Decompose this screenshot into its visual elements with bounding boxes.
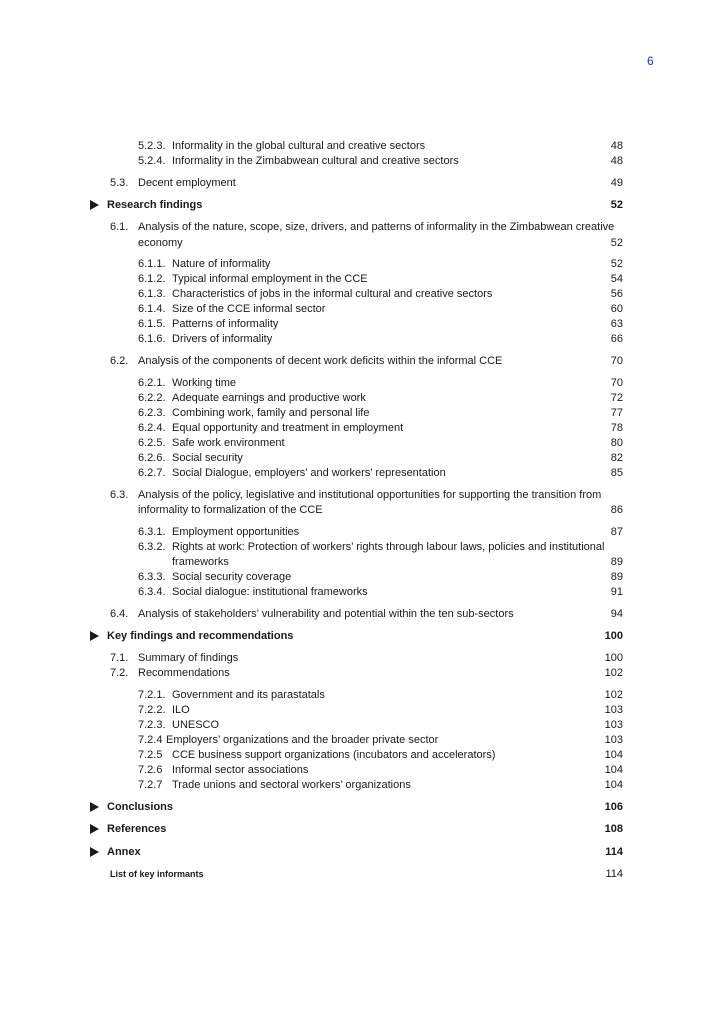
toc-entry-number: 6.2.5. [138, 437, 166, 449]
toc-entry-page: 77 [610, 407, 623, 419]
toc-entry-title: Social dialogue: institutional frameworks [172, 586, 368, 598]
toc-entry-page: 52 [610, 258, 623, 270]
toc-entry-page: 82 [610, 452, 623, 464]
toc-chapter-page: 108 [604, 823, 623, 835]
toc-entry[interactable] [110, 488, 643, 518]
toc-entry-number: 6.2.4. [138, 422, 166, 434]
toc-entry-number: 7.2.1. [138, 689, 166, 701]
toc-entry-title: Employers’ organizations and the broader private sector [166, 734, 439, 746]
toc-entry-number: 6.1.1. [138, 258, 166, 270]
toc-entry-page: 104 [604, 749, 623, 761]
toc-entry-number: 6.1.5. [138, 318, 166, 330]
toc-entry[interactable] [110, 220, 643, 250]
toc-entry-page: 103 [604, 704, 623, 716]
page-number: 6 [647, 54, 654, 68]
toc-entry-number: 6.3.2. [138, 541, 166, 553]
toc-entry-number: 6.3.4. [138, 586, 166, 598]
toc-entry-page: 70 [610, 377, 623, 389]
toc-entry-page: 60 [610, 303, 623, 315]
toc-entry-page: 89 [610, 571, 623, 583]
toc-chapter-title: Research findings [107, 199, 203, 211]
triangle-bullet-icon [90, 847, 99, 857]
toc-entry-title-continued: economy [138, 237, 183, 249]
toc-entry-title: Government and its parastatals [172, 689, 325, 701]
toc-entry-title: Analysis of stakeholders’ vulnerability and potential within the ten sub-sectors [138, 608, 514, 620]
toc-entry-page: 52 [610, 237, 623, 249]
toc-entry-title: Analysis of the components of decent work deficits within the informal CCE [138, 355, 503, 367]
toc-entry-number: 5.2.4. [138, 155, 166, 167]
toc-entry-title: Patterns of informality [172, 318, 279, 330]
toc-entry-number: 6.3. [110, 489, 129, 501]
toc-entry-number: 5.2.3. [138, 140, 166, 152]
toc-entry-title: ILO [172, 704, 190, 716]
toc-chapter-title: References [107, 823, 167, 835]
triangle-bullet-icon [90, 631, 99, 641]
toc-chapter-title: Annex [107, 846, 141, 858]
toc-entry-page: 91 [610, 586, 623, 598]
toc-entry-number: 6.2.3. [138, 407, 166, 419]
toc-entry-number: 6.2.7. [138, 467, 166, 479]
toc-entry-page: 104 [604, 779, 623, 791]
toc-entry-number: 6.1.3. [138, 288, 166, 300]
toc-entry-number: 6.2.6. [138, 452, 166, 464]
toc-entry-page: 100 [604, 652, 623, 664]
toc-entry-page: 87 [610, 526, 623, 538]
triangle-bullet-icon [90, 200, 99, 210]
toc-entry-number: 7.2. [110, 667, 129, 679]
toc-entry-number: 7.1. [110, 652, 129, 664]
toc-entry-title: Safe work environment [172, 437, 285, 449]
toc-entry-title: CCE business support organizations (incubators and accelerators) [172, 749, 496, 761]
toc-entry-title-continued: frameworks [172, 556, 229, 568]
toc-entry-title: Employment opportunities [172, 526, 300, 538]
toc-entry-number: 6.3.3. [138, 571, 166, 583]
toc-entry-title: List of key informants [110, 869, 204, 879]
toc-entry-title: Drivers of informality [172, 333, 273, 345]
toc-entry-page: 114 [605, 868, 623, 880]
toc-entry-number: 6.1.6. [138, 333, 166, 345]
toc-entry-page: 49 [610, 177, 623, 189]
toc-entry-title: Social Dialogue, employers’ and workers’ representation [172, 467, 446, 479]
toc-entry-page: 48 [610, 140, 623, 152]
toc-entry-number: 6.2. [110, 355, 129, 367]
toc-chapter-page: 114 [605, 846, 623, 858]
toc-entry-number: 7.2.3. [138, 719, 166, 731]
toc-entry[interactable] [138, 540, 656, 570]
toc-entry-page: 94 [610, 608, 623, 620]
toc-entry-title: Social security [172, 452, 243, 464]
triangle-bullet-icon [90, 802, 99, 812]
toc-entry-title-continued: informality to formalization of the CCE [138, 504, 323, 516]
toc-entry-page: 78 [610, 422, 623, 434]
toc-entry-number: 6.1.2. [138, 273, 166, 285]
toc-entry-title: Trade unions and sectoral workers’ organizations [172, 779, 411, 791]
toc-entry-title: Characteristics of jobs in the informal cultural and creative sectors [172, 288, 493, 300]
toc-entry-title: Size of the CCE informal sector [172, 303, 326, 315]
toc-entry-page: 103 [604, 734, 623, 746]
toc-entry-title: Analysis of the nature, scope, size, drivers, and patterns of informality in the Zimbabwean creative [138, 221, 615, 233]
toc-entry-title: Decent employment [138, 177, 236, 189]
toc-entry-title: Working time [172, 377, 236, 389]
toc-entry-title: Nature of informality [172, 258, 271, 270]
toc-chapter-title: Conclusions [107, 801, 174, 813]
toc-entry-page: 70 [610, 355, 623, 367]
toc-entry-page: 56 [610, 288, 623, 300]
toc-entry-number: 7.2.4 [138, 734, 163, 746]
toc-entry-page: 85 [610, 467, 623, 479]
toc-entry-title: Informal sector associations [172, 764, 309, 776]
toc-entry-page: 102 [604, 689, 623, 701]
toc-entry-title: Equal opportunity and treatment in employment [172, 422, 404, 434]
toc-entry-page: 89 [610, 556, 623, 568]
toc-chapter-page: 106 [604, 801, 623, 813]
toc-chapter-title: Key findings and recommendations [107, 630, 294, 642]
toc-entry-number: 5.3. [110, 177, 129, 189]
toc-entry-page: 103 [604, 719, 623, 731]
toc-entry-number: 6.4. [110, 608, 129, 620]
toc-entry-title: Analysis of the policy, legislative and institutional opportunities for supporting the transition from [138, 489, 602, 501]
toc-entry-title: Recommendations [138, 667, 230, 679]
toc-entry-title: Informality in the Zimbabwean cultural and creative sectors [172, 155, 459, 167]
toc-chapter-page: 52 [610, 199, 623, 211]
toc-entry-page: 72 [610, 392, 623, 404]
toc-entry-number: 7.2.7 [138, 779, 163, 791]
toc-entry-page: 66 [610, 333, 623, 345]
toc-entry-number: 6.1.4. [138, 303, 166, 315]
toc-entry-page: 63 [610, 318, 623, 330]
toc-entry-title: UNESCO [172, 719, 220, 731]
toc-entry-title: Summary of findings [138, 652, 239, 664]
toc-entry-number: 6.2.2. [138, 392, 166, 404]
toc-entry-page: 54 [610, 273, 623, 285]
toc-entry-title: Combining work, family and personal life [172, 407, 370, 419]
toc-chapter-page: 100 [604, 630, 623, 642]
toc-entry-page: 104 [604, 764, 623, 776]
toc-entry-title: Typical informal employment in the CCE [172, 273, 368, 285]
toc-entry-page: 86 [610, 504, 623, 516]
toc-entry-number: 6.1. [110, 221, 129, 233]
toc-entry-number: 6.3.1. [138, 526, 166, 538]
toc-entry-title: Social security coverage [172, 571, 292, 583]
toc-entry-number: 7.2.2. [138, 704, 166, 716]
toc-entry-number: 7.2.6 [138, 764, 163, 776]
toc-entry-number: 6.2.1. [138, 377, 166, 389]
toc-entry-title: Adequate earnings and productive work [172, 392, 366, 404]
triangle-bullet-icon [90, 824, 99, 834]
toc-entry-page: 48 [610, 155, 623, 167]
toc-entry-page: 102 [604, 667, 623, 679]
toc-entry-page: 80 [610, 437, 623, 449]
toc-entry-title: Rights at work: Protection of workers’ rights through labour laws, policies and institutional [172, 541, 605, 553]
toc-entry-number: 7.2.5 [138, 749, 163, 761]
toc-entry-title: Informality in the global cultural and creative sectors [172, 140, 426, 152]
